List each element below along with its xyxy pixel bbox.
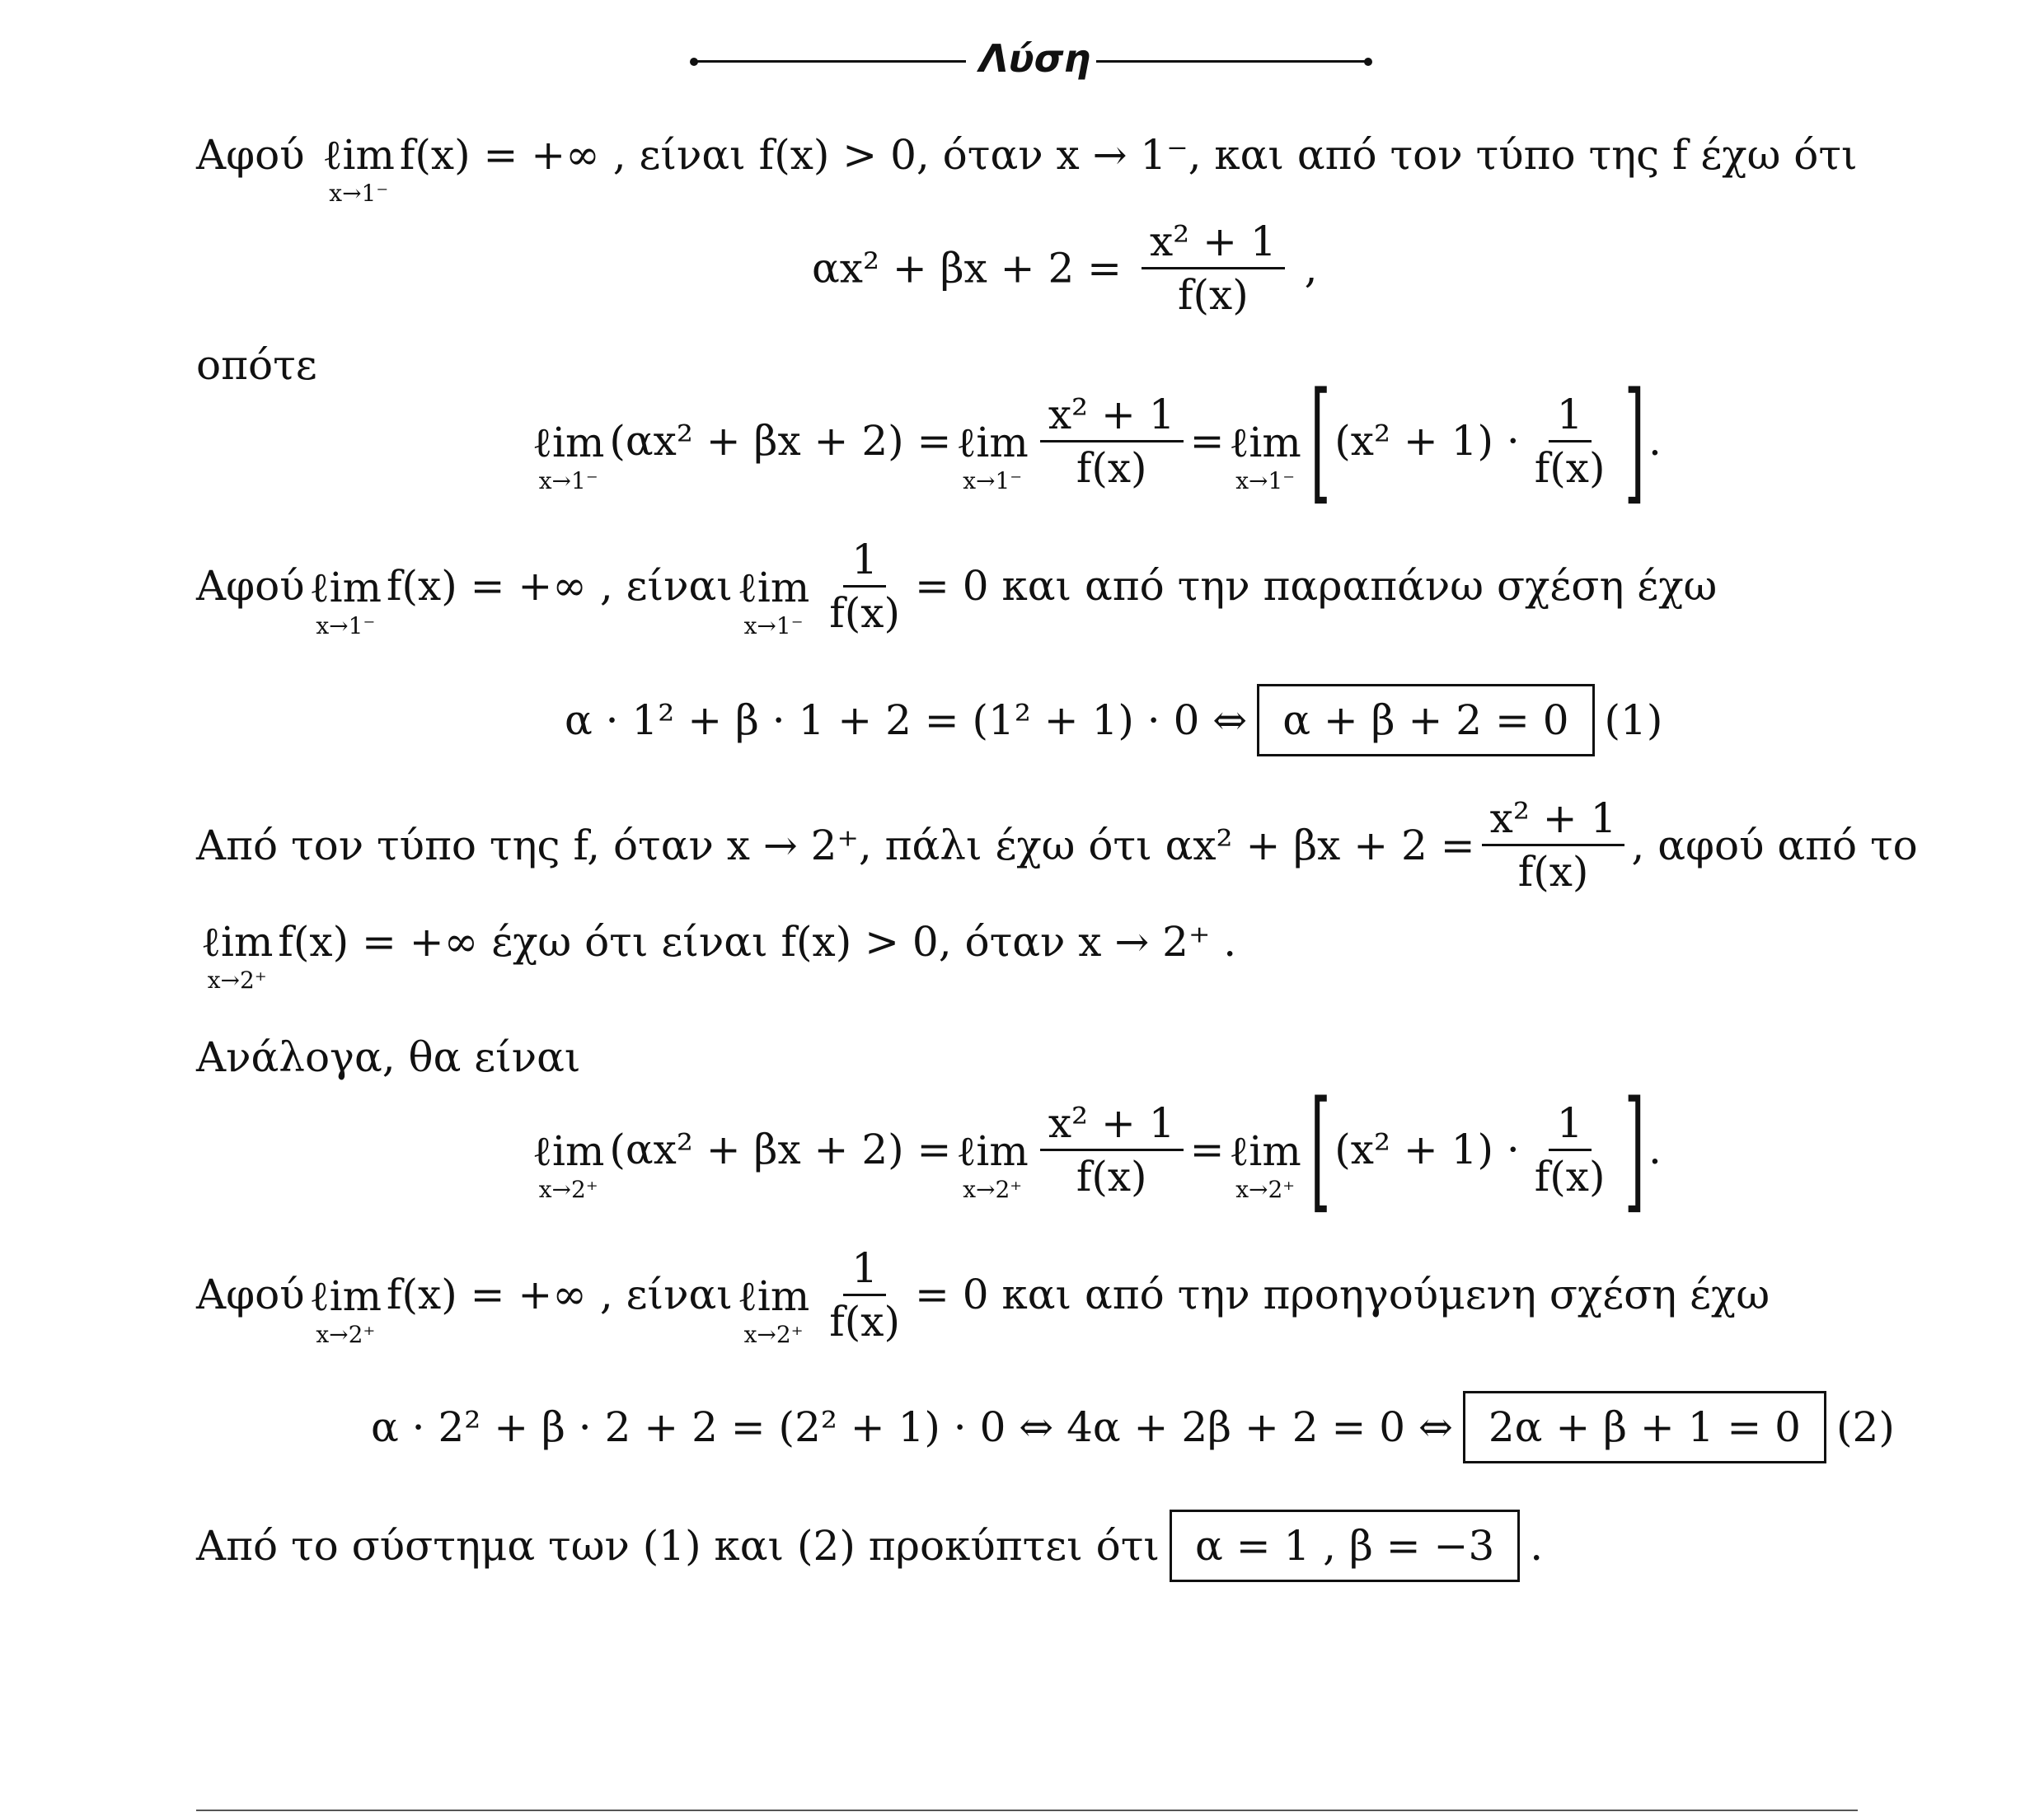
text-afou: Αφού — [196, 131, 305, 179]
eq-part: (αx² + βx + 2) = — [609, 1126, 952, 1173]
denominator: f(x) — [1534, 1152, 1606, 1201]
equation-3 — [565, 684, 1662, 756]
equals-sign: = — [1189, 1126, 1225, 1173]
eq-lhs: α · 1² + β · 1 + 2 = (1² + 1) · 0 ⇔ — [565, 696, 1248, 744]
denominator: f(x) — [1178, 271, 1249, 319]
eq-tail: , — [1304, 244, 1318, 293]
denominator: f(x) — [1517, 848, 1589, 896]
paragraph-8 — [196, 1510, 1543, 1582]
fraction — [821, 1243, 908, 1346]
limit-expr — [956, 419, 1029, 494]
fraction — [1040, 1098, 1184, 1201]
lim-sub: x→2⁺ — [538, 1176, 598, 1203]
equation-1 — [812, 218, 1318, 319]
left-bracket: [ — [1310, 363, 1331, 517]
text-body: = 0 και από την προηγούμενη σχέση έχω — [914, 1271, 1770, 1318]
denominator: f(x) — [1534, 443, 1606, 492]
text-afou: Αφού — [196, 1271, 305, 1318]
boxed-result: α = 1 , β = −3 — [1170, 1510, 1520, 1582]
lim-label: ℓim — [322, 131, 395, 179]
equation-2 — [527, 363, 1662, 517]
text-body: f(x) = +∞ , είναι f(x) > 0, όταν x → 1⁻, και από τον τύπο της f έχω ότι — [399, 131, 1858, 179]
eq-part: (αx² + βx + 2) = — [609, 417, 952, 465]
paragraph-2: οπότε — [196, 341, 317, 389]
limit-expr — [1229, 419, 1301, 494]
denominator: f(x) — [829, 1297, 900, 1346]
footer-rule — [196, 1810, 1858, 1811]
lim-label: ℓim — [309, 1272, 382, 1320]
fraction — [1526, 1098, 1614, 1201]
paragraph-4 — [196, 794, 1918, 896]
header-rule-right — [1096, 60, 1368, 63]
eq-tail: . — [1530, 1522, 1544, 1570]
fraction — [821, 535, 908, 637]
eq-part: (x² + 1) · — [1334, 417, 1520, 465]
numerator: x² + 1 — [1040, 394, 1184, 442]
denominator: f(x) — [829, 588, 900, 637]
limit-expr — [309, 1272, 382, 1348]
eq-tail: . — [1648, 1126, 1662, 1173]
equation-tag: (1) — [1604, 696, 1663, 744]
text-body: Από τον τύπο της f, όταν x → 2⁺, πάλι έχω ότι αx² + βx + 2 = — [196, 821, 1475, 869]
lim-sub: x→1⁻ — [329, 180, 389, 207]
paragraph-5 — [196, 918, 1237, 994]
numerator: x² + 1 — [1142, 221, 1285, 269]
limit-expr — [1229, 1127, 1301, 1203]
lim-sub: x→2⁺ — [1235, 1176, 1296, 1203]
paragraph-6: Ανάλογα, θα είναι — [196, 1033, 581, 1081]
text-body: = 0 και από την παραπάνω σχέση έχω — [914, 562, 1718, 610]
paragraph-7 — [196, 1243, 1770, 1346]
limit-expr — [737, 564, 810, 639]
lim-sub: x→2⁺ — [316, 1321, 376, 1348]
numerator: 1 — [843, 1248, 886, 1296]
lim-sub: x→2⁺ — [743, 1321, 804, 1348]
lim-label: ℓim — [532, 419, 605, 466]
lim-sub: x→1⁻ — [743, 612, 804, 639]
denominator: f(x) — [1076, 443, 1147, 492]
lim-label: ℓim — [532, 1127, 605, 1175]
paragraph-3 — [196, 534, 1717, 638]
numerator: x² + 1 — [1040, 1103, 1184, 1151]
fraction — [1526, 390, 1614, 492]
limit-expr — [532, 1127, 605, 1203]
lim-label: ℓim — [956, 1127, 1029, 1175]
lim-label: ℓim — [737, 564, 810, 611]
text-body: f(x) = +∞ έχω ότι είναι f(x) > 0, όταν x → 2⁺ . — [278, 918, 1237, 966]
equation-4 — [527, 1072, 1662, 1226]
paragraph-1 — [196, 131, 1858, 207]
fraction — [1142, 218, 1285, 319]
text-body: f(x) = +∞ , είναι — [386, 1271, 733, 1318]
eq-lhs: α · 2² + β · 2 + 2 = (2² + 1) · 0 ⇔ 4α + 2β + 2 = 0 ⇔ — [371, 1403, 1453, 1451]
equals-sign: = — [1189, 417, 1225, 465]
lim-sub: x→2⁺ — [963, 1176, 1023, 1203]
text-body: , αφού από το — [1631, 821, 1918, 869]
lim-label: ℓim — [1229, 419, 1301, 466]
header-rule-left — [694, 60, 966, 63]
lim-label: ℓim — [201, 918, 274, 966]
text-body: Από το σύστημα των (1) και (2) προκύπτει ότι — [196, 1522, 1160, 1570]
limit-expr — [322, 131, 395, 207]
lim-sub: x→1⁻ — [316, 612, 376, 639]
numerator: 1 — [1549, 1103, 1592, 1151]
fraction — [1040, 390, 1184, 492]
limit-expr — [532, 419, 605, 494]
text-body: f(x) = +∞ , είναι — [386, 562, 733, 610]
denominator: f(x) — [1076, 1152, 1147, 1201]
limit-expr — [201, 918, 274, 994]
right-bracket: ] — [1624, 1072, 1645, 1226]
numerator: 1 — [843, 539, 886, 588]
lim-label: ℓim — [309, 564, 382, 611]
lim-sub: x→1⁻ — [1235, 467, 1296, 494]
numerator: 1 — [1549, 394, 1592, 442]
lim-sub: x→1⁻ — [963, 467, 1023, 494]
eq-lhs: αx² + βx + 2 = — [812, 244, 1123, 293]
lim-label: ℓim — [1229, 1127, 1301, 1175]
eq-part: (x² + 1) · — [1334, 1126, 1520, 1173]
lim-sub: x→2⁺ — [207, 967, 267, 994]
limit-expr — [956, 1127, 1029, 1203]
equation-tag: (2) — [1836, 1403, 1895, 1451]
numerator: x² + 1 — [1482, 798, 1625, 846]
boxed-result: α + β + 2 = 0 — [1257, 684, 1594, 756]
lim-sub: x→1⁻ — [538, 467, 598, 494]
text-afou: Αφού — [196, 562, 305, 610]
equation-5 — [371, 1391, 1895, 1463]
left-bracket: [ — [1310, 1072, 1331, 1226]
fraction — [1482, 794, 1625, 896]
right-bracket: ] — [1624, 363, 1645, 517]
lim-label: ℓim — [956, 419, 1029, 466]
eq-tail: . — [1648, 417, 1662, 465]
header-dot-right — [1364, 58, 1372, 66]
boxed-result: 2α + β + 1 = 0 — [1463, 1391, 1826, 1463]
section-title: Λύση — [979, 36, 1091, 81]
limit-expr — [737, 1272, 810, 1348]
limit-expr — [309, 564, 382, 639]
lim-label: ℓim — [737, 1272, 810, 1320]
